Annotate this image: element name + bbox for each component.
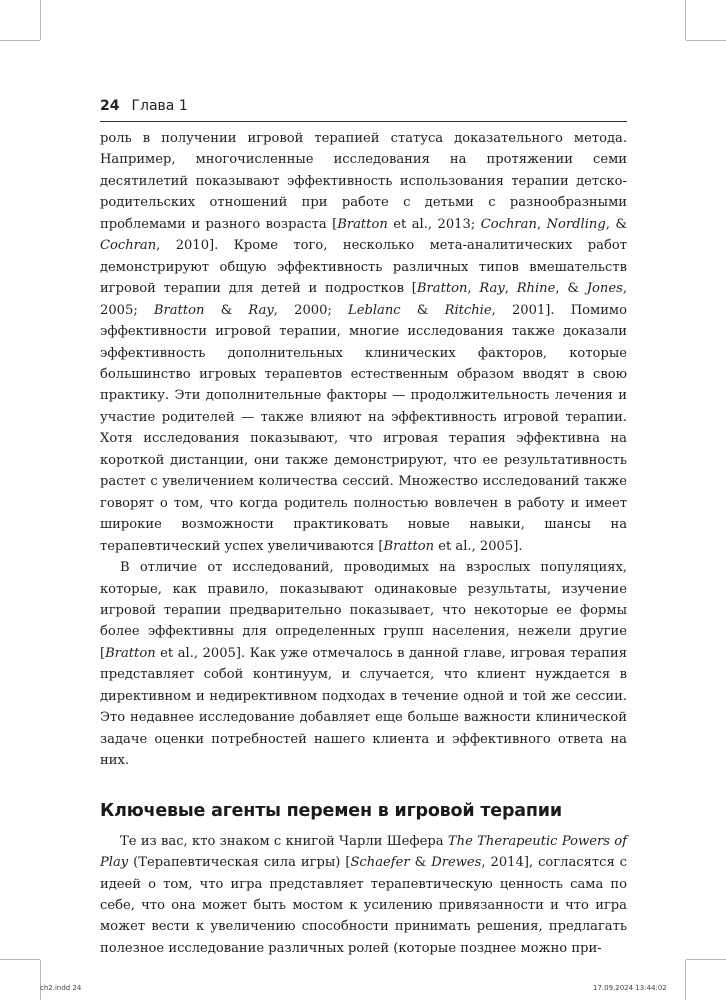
italic-run: Cochran <box>480 216 537 232</box>
crop-mark <box>0 40 40 41</box>
running-head <box>100 98 188 114</box>
text-run: , & <box>605 216 628 232</box>
italic-run: Ritchie <box>444 302 492 318</box>
slug-file: ch2.indd 24 <box>40 984 82 992</box>
italic-run: Schaefer <box>350 855 410 871</box>
slug-datetime: 17.09.2024 13:44:02 <box>593 984 667 992</box>
header-rule <box>100 121 627 122</box>
italic-run: Ray <box>248 302 274 318</box>
paragraph <box>100 557 627 772</box>
text-run: , 2000; <box>273 302 349 318</box>
text-run: & <box>204 302 249 318</box>
crop-mark <box>40 960 41 1000</box>
italic-run: Rhine <box>516 281 556 297</box>
crop-mark <box>685 960 686 1000</box>
italic-run: Jones <box>586 281 623 297</box>
crop-mark <box>686 40 726 41</box>
italic-run: Cochran <box>100 238 157 254</box>
text-run: , 2010]. Кроме того, несколько мета-аналитических работ демонстрируют общую эффективность различных типов вмешательств игровой терапии для детей и подростков [ <box>100 238 627 297</box>
text-run: et al., 2013; <box>387 216 481 232</box>
crop-mark <box>685 0 686 40</box>
italic-run: Bratton <box>337 216 388 232</box>
crop-mark <box>40 0 41 40</box>
section-heading: Ключевые агенты перемен в игровой терапии <box>100 800 562 821</box>
paragraph <box>100 831 627 960</box>
text-run: (Терапевтическая сила игры) [ <box>128 855 351 871</box>
italic-run: Nordling <box>546 216 606 232</box>
text-run: Те из вас, кто знаком с книгой Чарли Шефера <box>120 833 448 849</box>
body-text <box>100 128 627 959</box>
italic-run: Bratton <box>153 302 205 318</box>
crop-mark <box>0 959 40 960</box>
text-run: , <box>504 281 517 297</box>
page-number: 24 <box>100 98 120 114</box>
text-run: , <box>536 216 547 232</box>
italic-run: Bratton <box>416 281 468 297</box>
text-run: & <box>400 302 445 318</box>
italic-run: Bratton <box>383 538 435 554</box>
text-run: , <box>467 281 480 297</box>
italic-run: Ray <box>479 281 505 297</box>
text-run: et al., 2005]. Как уже отмечалось в данной главе, игровая терапия представляет собой континуум, и случается, что клиент нуждается в директивном и недирективном подходах в течение одной и той же сессии. Это недавнее исследование добавляет еще больше важности клинической задаче оценки потребностей нашего клиента и эффективного ответа на них. <box>100 645 627 769</box>
italic-run: The Therapeutic Powers of Play <box>100 833 627 871</box>
italic-run: Leblanc <box>348 302 401 318</box>
text-run: , 2005; <box>100 281 627 318</box>
text-run: & <box>409 855 432 871</box>
text-run: et al., 2005]. <box>434 538 523 554</box>
text-run: , & <box>555 281 587 297</box>
text-run: роль в получении игровой терапией статуса доказательного метода. Например, многочисленные исследования на протяжении семи десятилетий показывают эффективность использования терапии детско-родительских отношений при работе с детьми с разнообразными проблемами и разного возраста [ <box>100 131 627 232</box>
chapter-title: Глава 1 <box>131 98 188 114</box>
italic-run: Bratton <box>105 645 156 661</box>
crop-mark <box>686 959 726 960</box>
text-run: , 2014], согласятся с идеей о том, что игра представляет терапевтическую ценность сама по себе, что она может быть мостом к усилению привязанности и что игра может вести к увеличению способности принимать решения, предлагать полезное исследование различных ролей (которые позднее можно при- <box>100 855 628 956</box>
text-run: , 2001]. Помимо эффективности игровой терапии, многие исследования также доказали эффективность дополнительных клинических факторов, которые большинство игровых терапевтов естественным образом вводят в свою практику. Эти дополнительные факторы — продолжительность лечения и участие родителей — также влияют на эффективность игровой терапии. Хотя исследования показывают, что игровая терапия эффективна на короткой дистанции, они также демонстрируют, что ее результативность растет с увеличением количества сессий. Множество исследований также говорят о том, что когда родитель полностью вовлечен в работу и имеет широкие возможности практиковать новые навыки, шансы на терапевтический успех увеличиваются [ <box>100 302 627 554</box>
paragraph <box>100 128 627 557</box>
text-run: В отличие от исследований, проводимых на взрослых популяциях, которые, как правило, показывают одинаковые результаты, изучение игровой терапии предварительно показывает, что некоторые ее формы более эффективны для определенных групп населения, нежели другие [ <box>100 560 627 661</box>
italic-run: Drewes <box>431 855 482 871</box>
